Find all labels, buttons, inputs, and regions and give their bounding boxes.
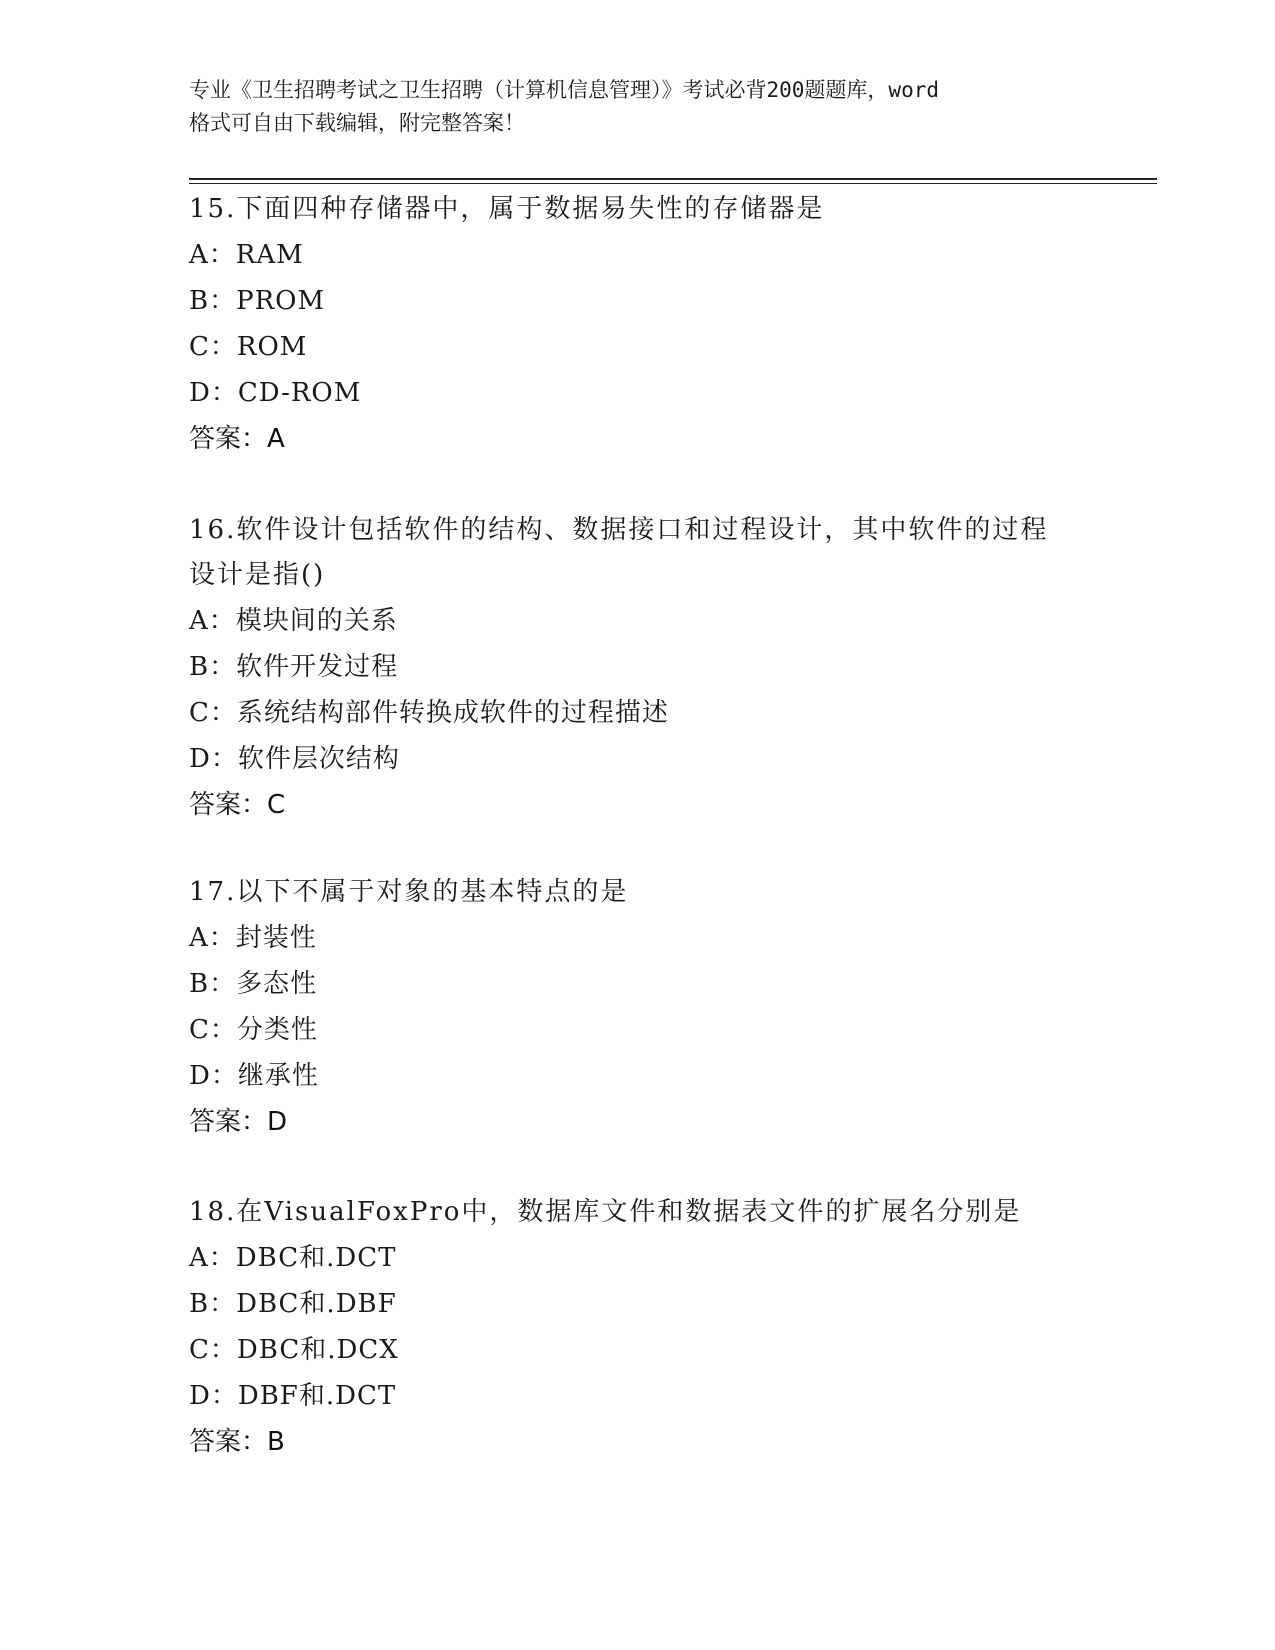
header-line-1: 专业《卫生招聘考试之卫生招聘（计算机信息管理）》考试必背200题题库，word (189, 78, 939, 102)
option-c: C：ROM (189, 332, 308, 362)
option-b: B：多态性 (189, 969, 318, 999)
option-d: D：软件层次结构 (189, 744, 400, 774)
question-16 (189, 508, 1089, 828)
header-line-2: 格式可自由下载编辑，附完整答案！ (189, 111, 525, 135)
question-17 (189, 870, 1089, 1145)
option-d: D：继承性 (189, 1061, 319, 1091)
answer: 答案：B (189, 1427, 285, 1457)
option-c: C：DBC和.DCX (189, 1335, 399, 1365)
option-c: C：分类性 (189, 1015, 318, 1045)
option-c: C：系统结构部件转换成软件的过程描述 (189, 698, 669, 728)
question-stem: 15.下面四种存储器中，属于数据易失性的存储器是 (189, 194, 825, 224)
answer: 答案：A (189, 424, 285, 454)
option-a: A：模块间的关系 (189, 606, 398, 636)
question-stem: 18.在VisualFoxPro中，数据库文件和数据表文件的扩展名分别是 (189, 1197, 1022, 1227)
option-b: B：PROM (189, 286, 326, 316)
option-a: A：RAM (189, 240, 304, 270)
option-b: B：DBC和.DBF (189, 1289, 397, 1319)
answer: 答案：D (189, 1107, 288, 1137)
option-a: A：封装性 (189, 923, 317, 953)
header-divider (189, 178, 1157, 180)
option-d: D：DBF和.DCT (189, 1381, 397, 1411)
option-d: D：CD-ROM (189, 378, 362, 408)
option-a: A：DBC和.DCT (189, 1243, 397, 1273)
question-stem-line-1: 16.软件设计包括软件的结构、数据接口和过程设计，其中软件的过程 (189, 515, 1049, 545)
option-b: B：软件开发过程 (189, 652, 399, 682)
question-15 (189, 187, 1089, 462)
question-18 (189, 1190, 1089, 1465)
header-divider-thin (189, 183, 1157, 184)
question-stem: 17.以下不属于对象的基本特点的是 (189, 877, 629, 907)
answer: 答案：C (189, 790, 286, 820)
document-header (189, 74, 1089, 140)
question-stem-line-2: 设计是指() (189, 560, 326, 590)
